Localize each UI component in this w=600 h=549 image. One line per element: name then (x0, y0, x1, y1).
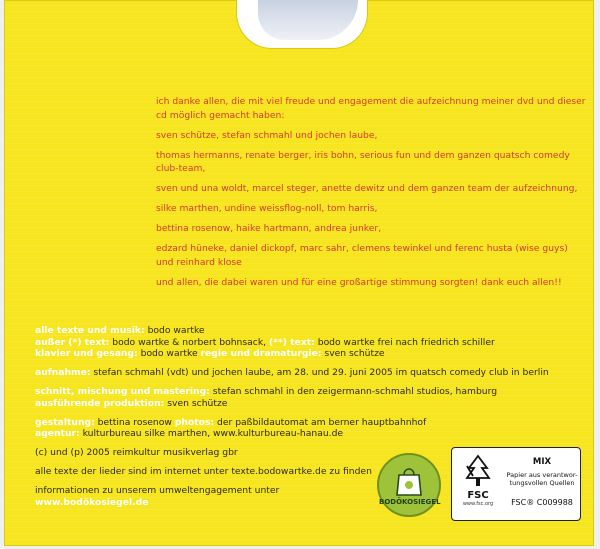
credit-label: gestaltung: (35, 416, 95, 428)
thank-you-text (156, 95, 586, 296)
credit-label: klavier und gesang: (35, 348, 138, 359)
credit-value: stefan schmahl in den zeigermann-schmahl studios, hamburg (209, 386, 498, 397)
eco-info-text: informationen zu unserem umweltengagement unter (35, 485, 280, 496)
fsc-tree-icon (463, 454, 493, 488)
fsc-url: www.fsc.org (462, 501, 494, 507)
fsc-word: FSC (467, 490, 489, 501)
credit-value: bodo wartke (137, 348, 201, 359)
cd-sleeve (4, 0, 594, 546)
lyrics-line: alle texte der lieder sind im internet unter texte.bodowartke.de zu finden (35, 466, 372, 477)
credits-group-music (35, 325, 575, 360)
thanks-line: thomas hermanns, renate berger, iris bohn, serious fun und dem ganzen quatsch comedy club-team, (156, 149, 570, 174)
thanks-intro: ich danke allen, die mit viel freude und engagement die aufzeichnung meiner dvd und dieser cd möglich gemacht haben: (156, 96, 586, 121)
fsc-mix: MIX (532, 457, 552, 467)
credit-label: regie und dramaturgie: (200, 348, 322, 359)
credit-value: bodo wartke frei nach friedrich schiller (314, 336, 495, 348)
eco-seal-badge (377, 453, 441, 517)
credit-label: schnitt, mischung und mastering: (35, 386, 210, 397)
credit-label: (**) text: (268, 336, 315, 348)
credits-group-recording (35, 367, 575, 379)
credit-label: agentur: (35, 428, 80, 439)
eco-url-link[interactable]: www.bodökosiegel.de (35, 496, 149, 508)
shopping-bag-icon (393, 463, 425, 497)
thanks-line: edzard hüneke, daniel dickopf, marc sahr, clemens tewinkel und ferenc husta (wise guys) und reinhard klose (156, 243, 568, 268)
credit-label: aufnahme: (35, 367, 91, 378)
credit-label: ausführende produktion: (35, 397, 165, 409)
thanks-outro: und allen, die dabei waren und für eine großartige stimmung sorgten! dank euch allen!! (156, 276, 562, 288)
credit-label: außer (*) text: (35, 336, 110, 348)
thanks-line: sven schütze, stefan schmahl und jochen laube, (156, 129, 378, 141)
thanks-line: silke marthen, undine weissflog-noll, tom harris, (156, 203, 378, 214)
eco-seal-text: BODÖKOSIEGEL (379, 498, 441, 506)
credit-value: bettina rosenow (94, 416, 175, 428)
fsc-description: Papier aus verantwor-tungsvollen Quellen (506, 471, 578, 487)
credit-value: der paßbildautomat am berner hauptbahnhof (214, 416, 427, 428)
credits-group-design (35, 417, 575, 440)
thanks-line: sven und una woldt, marcel steger, anette dewitz und dem ganzen team der aufzeichnung, (156, 183, 578, 194)
credits-group-mixing (35, 386, 575, 409)
credit-value: stefan schmahl (vdt) und jochen laube, am 28. und 29. juni 2005 im quatsch comedy club in berlin (90, 367, 549, 378)
copyright-line: (c) und (p) 2005 reimkultur musikverlag gbr (35, 447, 238, 458)
fsc-label (451, 447, 581, 521)
fsc-code: FSC® C009988 (511, 498, 573, 507)
credit-value: sven schütze (321, 348, 385, 359)
credit-value: bodo wartke (144, 325, 205, 336)
fsc-logo (458, 454, 498, 507)
credit-value: sven schütze (164, 397, 228, 409)
credit-label: alle texte und musik: (35, 325, 145, 336)
credit-value: bodo wartke & norbert bohnsack, (109, 336, 269, 348)
credit-value: kulturbureau silke marthen, www.kulturbureau-hanau.de (79, 428, 344, 439)
credit-label: photos: (174, 416, 215, 428)
thanks-line: bettina rosenow, haike hartmann, andrea junker, (156, 223, 382, 234)
